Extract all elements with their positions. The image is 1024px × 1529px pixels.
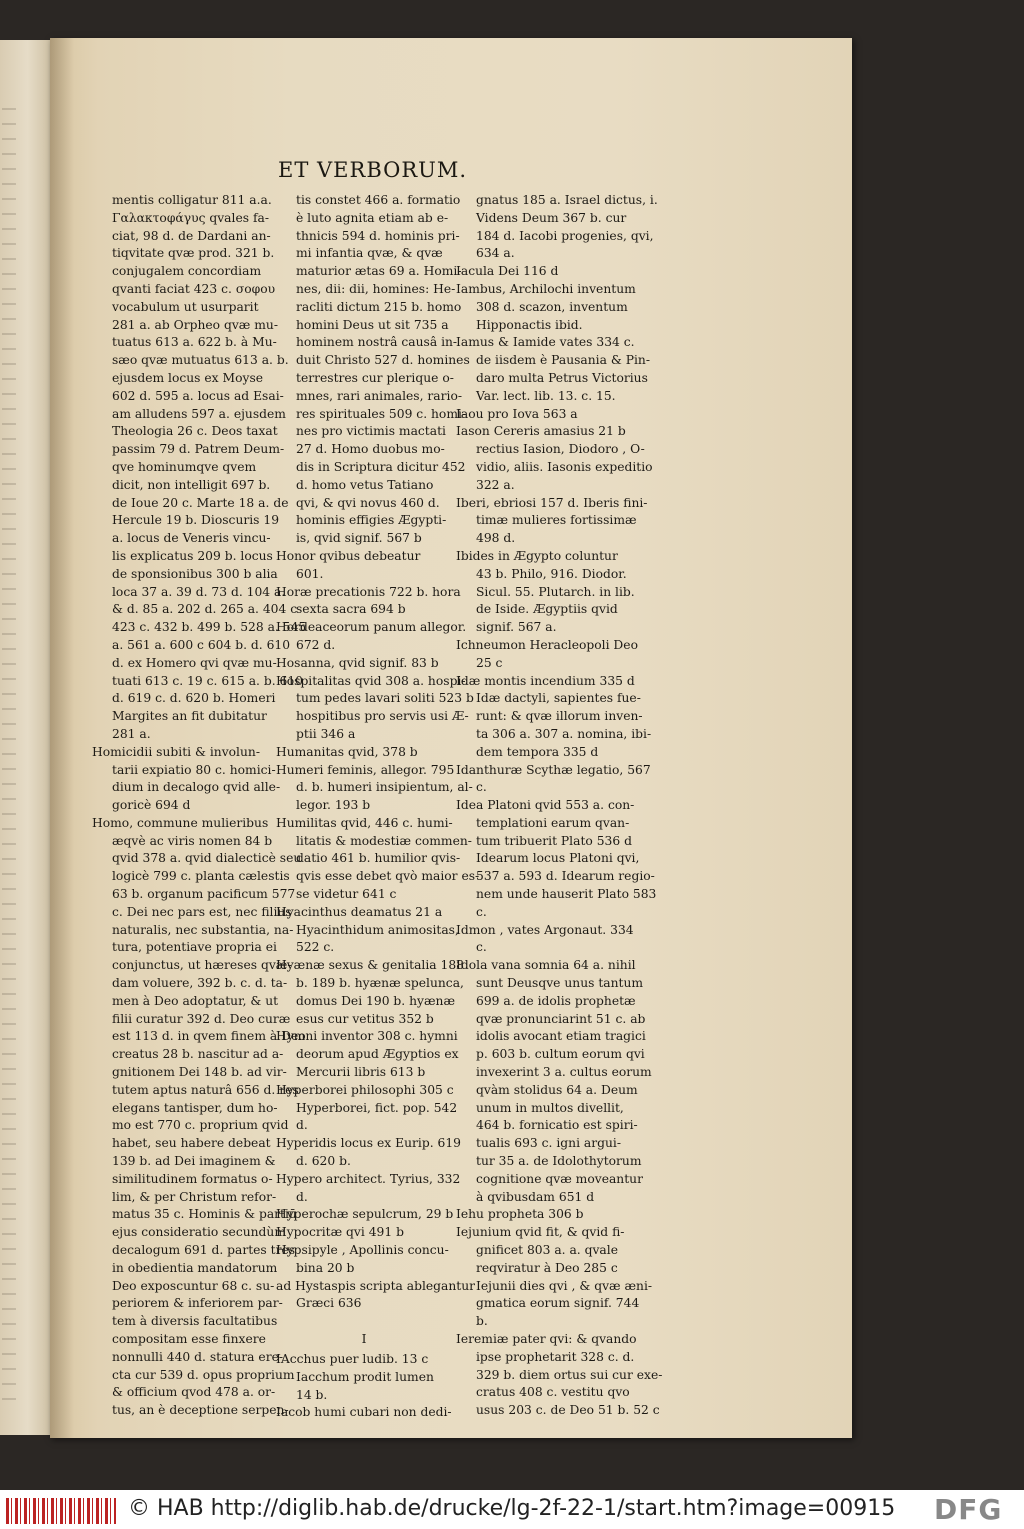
index-line: tarii expiatio 80 c. homici- <box>112 762 276 777</box>
index-line: decalogum 691 d. partes tres <box>112 1243 296 1258</box>
index-line: 281 a. ab Orpheo qvæ mu- <box>112 317 279 332</box>
index-line: loca 37 a. 39 d. 73 d. 104 a. <box>112 584 286 599</box>
index-line: legor. 193 b <box>296 798 371 813</box>
page-gutter-shadow <box>50 38 74 1438</box>
index-line: a. locus de Veneris vincu- <box>112 531 271 546</box>
index-line: racliti dictum 215 b. homo <box>296 299 462 314</box>
index-line: unum in multos divellit, <box>476 1100 624 1115</box>
index-line: datio 461 b. humilior qvis- <box>296 851 461 866</box>
index-entry: Humilitas qvid, 446 c. humi- <box>276 815 453 830</box>
index-entry: Honor qvibus debeatur <box>276 548 421 563</box>
index-column-2 <box>276 192 480 1422</box>
index-line: ta 306 a. 307 a. nomina, ibi- <box>476 726 652 741</box>
index-line: dium in decalogo qvid alle- <box>112 780 281 795</box>
index-line: d. <box>296 1189 308 1204</box>
index-line: 672 d. <box>296 637 336 652</box>
index-line: c. <box>476 940 487 955</box>
index-entry: Hyperborei philosophi 305 c <box>276 1082 454 1097</box>
index-line: qvàm stolidus 64 a. Deum <box>476 1082 638 1097</box>
index-line: litatis & modestiæ commen- <box>296 833 472 848</box>
index-line: sexta sacra 694 b <box>296 602 406 617</box>
index-line: gnatus 185 a. Israel dictus, i. <box>476 193 658 207</box>
index-line: invexerint 3 a. cultus eorum <box>476 1065 652 1080</box>
index-entry: Hypocritæ qvi 491 b <box>276 1225 404 1240</box>
index-entry: Hymni inventor 308 c. hymni <box>276 1029 458 1044</box>
index-line: nonnulli 440 d. statura ere- <box>112 1349 284 1364</box>
index-line: maturior ætas 69 a. Homi- <box>296 264 462 279</box>
index-line: d. 620 b. <box>296 1154 351 1169</box>
index-entry: Idanthuræ Scythæ legatio, 567 <box>456 762 651 777</box>
index-line: mo est 770 c. proprium qvid <box>112 1118 289 1133</box>
index-line: Sicul. 55. Plutarch. in lib. <box>476 584 635 599</box>
index-line: de sponsionibus 300 b alia <box>112 566 278 581</box>
index-entry: Iejunium qvid fit, & qvid fi- <box>456 1225 625 1240</box>
index-line: runt: & qvæ illorum inven- <box>476 709 643 724</box>
index-line: Mercurii libris 613 b <box>296 1065 426 1080</box>
index-line: creatus 28 b. nascitur ad a- <box>112 1047 284 1062</box>
index-line: se videtur 641 c <box>296 887 397 902</box>
index-line: 63 b. organum pacificum 577 <box>112 887 296 902</box>
index-entry: Hyacinthus deamatus 21 a <box>276 904 443 919</box>
index-line: b. 189 b. hyænæ spelunca, <box>296 976 464 991</box>
index-entry: Idmon , vates Argonaut. 334 <box>456 922 634 937</box>
index-line: tuatus 613 a. 622 b. à Mu- <box>112 335 277 350</box>
index-line: tur 35 a. de Idolothytorum <box>476 1154 642 1169</box>
index-line: à qvibusdam 651 d <box>476 1189 595 1204</box>
source-credit[interactable]: © HAB http://diglib.hab.de/drucke/lg-2f-22-1/start.htm?image=00915 <box>128 1496 896 1521</box>
index-line: compositam esse finxere <box>112 1332 266 1346</box>
index-line: Idearum locus Platoni qvi, <box>476 851 640 866</box>
index-line: logicè 799 c. planta cælestis <box>112 869 290 884</box>
index-line: Var. lect. lib. 13. c. 15. <box>476 388 616 403</box>
index-line: templationi earum qvan- <box>476 815 630 830</box>
index-line: & officium qvod 478 a. or- <box>112 1385 276 1400</box>
index-line: de Ioue 20 c. Marte 18 a. de <box>112 495 289 510</box>
index-line: domus Dei 190 b. hyænæ <box>296 993 456 1008</box>
index-line: lis explicatus 209 b. locus <box>112 548 273 563</box>
index-line: tus, an è deceptione serpen- <box>112 1403 289 1418</box>
index-entry: Iason Cereris amasius 21 b <box>456 424 626 439</box>
index-line: tualis 693 c. igni argui- <box>476 1136 622 1151</box>
index-line: Idæ dactyli, sapientes fue- <box>476 691 641 706</box>
index-line: 308 d. scazon, inventum <box>476 299 628 314</box>
index-entry: Hordeaceorum panum allegor. <box>276 620 467 635</box>
index-entry: Hypsipyle , Apollinis concu- <box>276 1243 449 1258</box>
index-line: timæ mulieres fortissimæ <box>476 513 637 528</box>
index-line: cratus 408 c. vestitu qvo <box>476 1385 630 1400</box>
index-line: elegans tantisper, dum ho- <box>112 1100 278 1115</box>
index-line: qve hominumqve qvem <box>112 459 257 474</box>
index-line: 601. <box>296 566 324 581</box>
index-line: 43 b. Philo, 916. Diodor. <box>476 566 627 581</box>
index-line: esus cur vetitus 352 b <box>296 1011 434 1026</box>
index-line: è luto agnita etiam ab e- <box>296 210 449 225</box>
index-line: ejusdem locus ex Moyse <box>112 370 264 385</box>
index-line: gnificet 803 a. a. qvale <box>476 1243 618 1258</box>
index-line: p. 603 b. cultum eorum qvi <box>476 1047 645 1062</box>
index-line: tutem aptus naturâ 656 d. res <box>112 1082 299 1097</box>
index-line: daro multa Petrus Victorius <box>476 370 648 385</box>
index-entry: Hyænæ sexus & genitalia 188 <box>276 958 464 973</box>
index-line: vocabulum ut usurparit <box>112 299 259 314</box>
index-line: Margites an fit dubitatur <box>112 709 267 724</box>
index-line: deorum apud Ægyptios ex <box>296 1047 459 1062</box>
index-line: Videns Deum 367 b. cur <box>476 210 627 225</box>
index-line: rectius Iasion, Diodoro , O- <box>476 442 645 457</box>
index-line: ejus consideratio secundùm <box>112 1225 286 1240</box>
index-line: in obedientia mandatorum <box>112 1260 278 1275</box>
index-line: am alludens 597 a. ejusdem <box>112 406 286 421</box>
index-line: 25 c <box>476 655 503 670</box>
index-line: dem tempora 335 d <box>476 744 599 759</box>
index-line: b. <box>476 1314 488 1329</box>
section-letter: I <box>361 1332 367 1347</box>
index-entry: Iaou pro Iova 563 a <box>456 406 578 421</box>
index-entry: ad Hystaspis scripta ablegantur <box>276 1278 476 1293</box>
index-line: 699 a. de idolis prophetæ <box>476 993 636 1008</box>
index-line: 329 b. diem ortus sui cur exe- <box>476 1367 663 1382</box>
index-line: qvid 378 a. qvid dialecticè seu <box>112 851 302 866</box>
index-line: res spirituales 509 c. homi- <box>296 406 467 421</box>
index-line: c. <box>476 780 487 795</box>
index-entry: Ibides in Ægypto coluntur <box>456 548 618 563</box>
index-line: dis in Scriptura dicitur 452 <box>296 459 466 474</box>
index-line: Græci 636 <box>296 1296 362 1311</box>
index-line: Theologia 26 c. Deos taxat <box>112 424 278 439</box>
index-line: periorem & inferiorem par- <box>112 1296 283 1311</box>
previous-page-edge <box>0 40 51 1435</box>
index-line: 14 b. <box>296 1387 328 1402</box>
running-header: ET VERBORUM. <box>278 158 468 182</box>
index-line: ptii 346 a <box>296 726 356 741</box>
index-line: conjugalem concordiam <box>112 264 262 279</box>
index-line: tiqvitate qvæ prod. 321 b. <box>112 246 275 261</box>
index-line: d. homo vetus Tatiano <box>296 477 434 492</box>
barcode-logo <box>6 1498 116 1524</box>
index-line: vidio, aliis. Iasonis expeditio <box>476 459 653 474</box>
index-line: signif. 567 a. <box>476 620 557 635</box>
index-line: tum tribuerit Plato 536 d <box>476 833 632 848</box>
index-entry: Idola vana somnia 64 a. nihil <box>456 958 636 973</box>
index-line: reqviratur à Deo 285 c <box>476 1260 618 1275</box>
index-line: 464 b. fornicatio est spiri- <box>476 1118 638 1133</box>
index-line: qvi, & qvi novus 460 d. <box>296 495 440 510</box>
index-line: ipse prophetarit 328 c. d. <box>476 1349 635 1364</box>
index-line: est 113 d. in qvem finem à Deo <box>112 1029 306 1044</box>
index-line: 27 d. Homo duobus mo- <box>296 442 445 457</box>
index-line: 522 c. <box>296 940 335 955</box>
index-line: 281 a. <box>112 726 151 741</box>
index-line: similitudinem formatus o- <box>112 1171 273 1186</box>
index-entry: Hyperidis locus ex Eurip. 619 <box>276 1136 462 1151</box>
index-line: tuati 613 c. 19 c. 615 a. b. 610 <box>112 673 304 688</box>
index-line: Hipponactis ibid. <box>476 317 583 332</box>
index-line: men à Deo adoptatur, & ut <box>112 993 279 1008</box>
index-line: Deo exposcuntur 68 c. su- <box>112 1278 275 1293</box>
index-entry: Iambus, Archilochi inventum <box>456 281 636 296</box>
index-line: 634 a. <box>476 246 515 261</box>
index-line: c. Dei nec pars est, nec filius <box>112 904 292 919</box>
index-entry: Ieremiæ pater qvi: & qvando <box>456 1332 637 1346</box>
index-entry: Ichneumon Heracleopoli Deo <box>456 637 638 652</box>
index-line: habet, seu habere debeat <box>112 1136 271 1151</box>
index-line: sunt Deusqve unus tantum <box>476 976 644 991</box>
index-line: filii curatur 392 d. Deo curæ <box>112 1011 291 1026</box>
index-line: qvanti faciat 423 c. σοφου <box>112 281 276 296</box>
index-line: dam voluere, 392 b. c. d. ta- <box>112 976 288 991</box>
index-line: nes, dii: dii, homines: He- <box>296 281 456 296</box>
index-entry: Idæ montis incendium 335 d <box>456 673 635 688</box>
index-line: 423 c. 432 b. 499 b. 528 a. 545 <box>112 620 307 635</box>
index-line: ciat, 98 d. de Dardani an- <box>112 228 271 243</box>
index-entry: Homo, commune mulieribus <box>92 815 269 830</box>
index-line: gmatica eorum signif. 744 <box>476 1296 640 1311</box>
previous-page-text-edge <box>2 100 16 1400</box>
index-line: thnicis 594 d. hominis pri- <box>296 228 460 243</box>
index-line: Iacchum prodit lumen <box>296 1369 434 1384</box>
index-line: tum pedes lavari soliti 523 b <box>296 691 474 706</box>
index-line: terrestres cur plerique o- <box>296 370 454 385</box>
index-line: tem à diversis facultatibus <box>112 1314 278 1329</box>
index-line: qvis esse debet qvò maior es- <box>296 869 480 884</box>
index-line: 322 a. <box>476 477 515 492</box>
index-entry: Iacob humi cubari non dedi- <box>276 1405 452 1420</box>
index-line: homini Deus ut sit 735 a <box>296 317 449 332</box>
index-line: gnitionem Dei 148 b. ad vir- <box>112 1065 287 1080</box>
index-line: tis constet 466 a. formatio <box>296 193 461 207</box>
index-line: lim, & per Christum refor- <box>112 1189 277 1204</box>
index-line: Iejunii dies qvi , & qvæ æni- <box>476 1278 653 1293</box>
index-entry: Humanitas qvid, 378 b <box>276 744 418 759</box>
index-line: usus 203 c. de Deo 51 b. 52 c <box>476 1403 660 1418</box>
index-entry: Hypero architect. Tyrius, 332 <box>276 1171 461 1186</box>
index-entry: Iberi, ebriosi 157 d. Iberis fini- <box>456 495 648 510</box>
index-line: qvæ pronunciarint 51 c. ab <box>476 1011 646 1026</box>
index-line: idolis avocant etiam tragici <box>476 1029 646 1044</box>
index-line: 139 b. ad Dei imaginem & <box>112 1154 276 1169</box>
index-column-3 <box>456 192 663 1420</box>
index-entry: Iehu propheta 306 b <box>456 1207 584 1222</box>
index-line: duit Christo 527 d. homines <box>296 353 470 368</box>
index-line: d. ex Homero qvi qvæ mu- <box>112 655 277 670</box>
index-line: passim 79 d. Patrem Deum- <box>112 442 285 457</box>
index-entry: Homicidii subiti & involun- <box>92 744 260 759</box>
index-line: æqvè ac viris nomen 84 b <box>112 833 273 848</box>
index-line: Hyacinthidum animositas, <box>296 922 459 937</box>
dfg-logo: DFG <box>934 1493 1003 1526</box>
footer-bar <box>0 1490 1024 1529</box>
index-line: bina 20 b <box>296 1260 355 1275</box>
index-line: d. 619 c. d. 620 b. Homeri <box>112 691 276 706</box>
index-entry: Humeri feminis, allegor. 795 <box>276 762 455 777</box>
index-line: d. <box>296 1118 308 1133</box>
index-line: cognitione qvæ moveantur <box>476 1171 643 1186</box>
index-line: naturalis, nec substantia, na- <box>112 922 294 937</box>
index-entry: Iamus & Iamide vates 334 c. <box>456 335 635 350</box>
index-line: Hercule 19 b. Dioscuris 19 <box>112 513 280 528</box>
index-entry: IAcchus puer ludib. 13 c <box>276 1352 429 1366</box>
index-entry: Hyperochæ sepulcrum, 29 b <box>276 1207 454 1222</box>
index-line: nes pro victimis mactati <box>296 424 446 439</box>
index-line: conjunctus, ut hæreses qvæ- <box>112 958 292 973</box>
index-line: & d. 85 a. 202 d. 265 a. 404 c <box>112 602 298 617</box>
index-line: 498 d. <box>476 531 516 546</box>
index-line: mnes, rari animales, rario- <box>296 388 463 403</box>
index-line: is, qvid signif. 567 b <box>296 531 422 546</box>
index-line: de iisdem è Pausania & Pin- <box>476 353 650 368</box>
index-entry: Idea Platoni qvid 553 a. con- <box>456 798 635 813</box>
index-line: sæo qvæ mutuatus 613 a. b. <box>112 353 289 368</box>
index-line: de Iside. Ægyptiis qvid <box>476 602 618 617</box>
index-line: Γαλακτοφάγυς qvales fa- <box>112 210 269 225</box>
index-column-1 <box>92 192 307 1420</box>
index-line: d. b. humeri insipientum, al- <box>296 780 473 795</box>
index-line: a. 561 a. 600 c 604 b. d. 610 <box>112 637 291 652</box>
index-line: matus 35 c. Hominis & partiū <box>112 1207 297 1222</box>
index-entry: Iacula Dei 116 d <box>456 264 559 279</box>
index-line: mi infantia qvæ, & qvæ <box>296 246 443 261</box>
index-line: 602 d. 595 a. locus ad Esai- <box>112 388 284 403</box>
index-line: mentis colligatur 811 a.a. <box>112 193 272 207</box>
index-line: hominem nostrâ causâ in- <box>296 335 458 350</box>
index-line: 184 d. Iacobi progenies, qvi, <box>476 228 654 243</box>
index-line: c. <box>476 904 487 919</box>
index-line: cta cur 539 d. opus proprium <box>112 1367 295 1382</box>
index-line: 537 a. 593 d. Idearum regio- <box>476 869 655 884</box>
index-line: dicit, non intelligit 697 b. <box>112 477 271 492</box>
index-line: nem unde hauserit Plato 583 <box>476 887 657 902</box>
index-line: goricè 694 d <box>112 798 191 813</box>
index-line: hominis effigies Ægypti- <box>296 513 447 528</box>
index-entry: Hosanna, qvid signif. 83 b <box>276 655 439 670</box>
index-entry: Horæ precationis 722 b. hora <box>276 584 461 599</box>
index-line: Hyperborei, fict. pop. 542 <box>296 1100 458 1115</box>
index-line: tura, potentiave propria ei <box>112 940 277 955</box>
index-line: hospitibus pro servis usi Æ- <box>296 709 469 724</box>
index-entry: Hospitalitas qvid 308 a. hospi- <box>276 673 466 688</box>
